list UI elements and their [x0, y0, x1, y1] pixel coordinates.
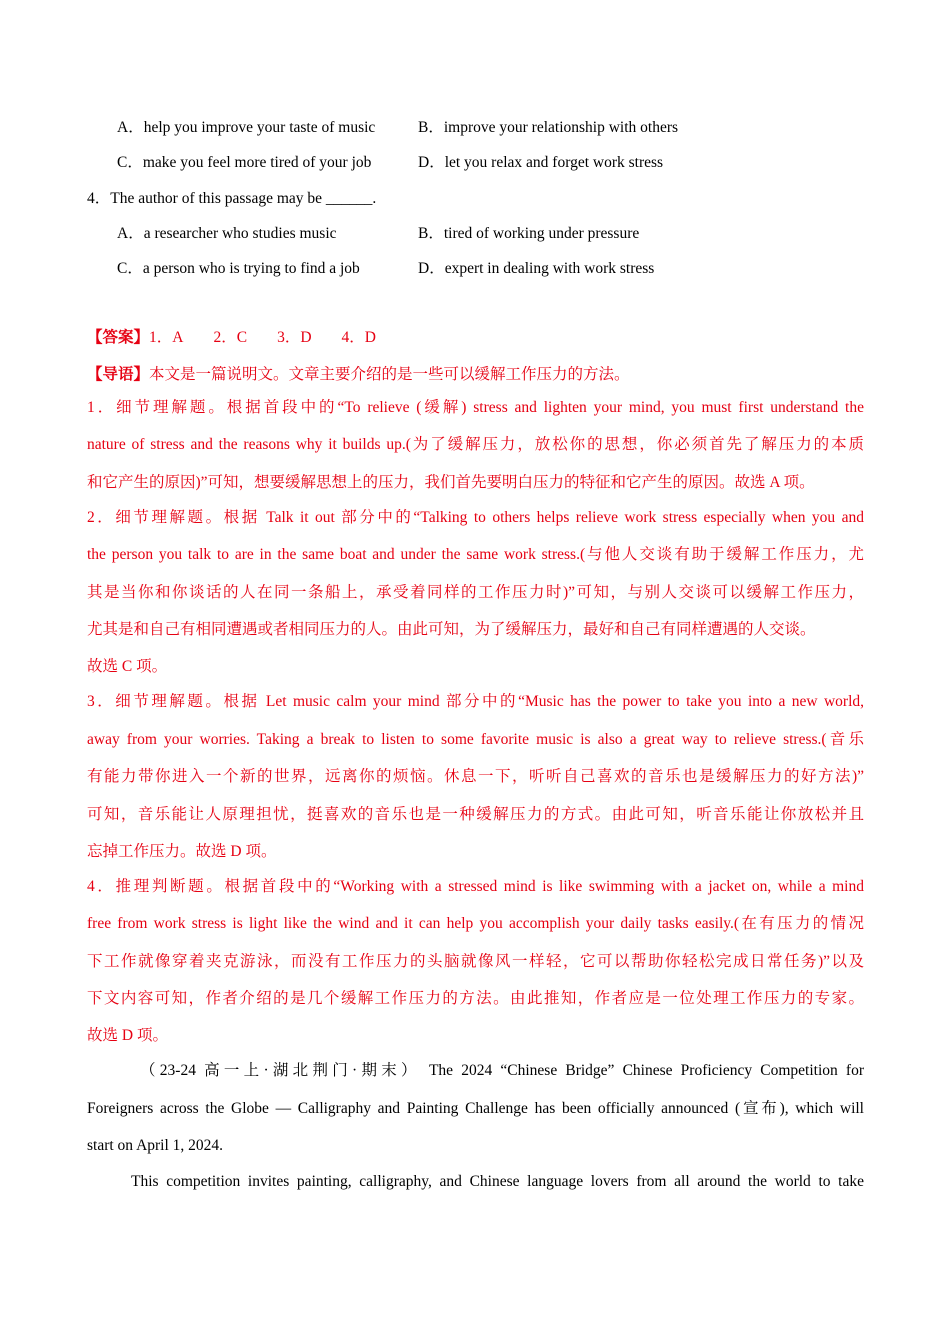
passage-line: （23-24 高一上·湖北荆门·期末） The 2024 “Chinese Bridge” Chinese Proficiency Competition for — [140, 1062, 864, 1079]
q4-option-c: C．a person who is trying to find a job — [117, 260, 360, 277]
answer-item: 3．D — [277, 329, 312, 346]
explanation-line: 和它产生的原因)”可知，想要缓解思想上的压力，我们首先要明白压力的特征和它产生的原因。故选 A 项。 — [87, 474, 815, 491]
explanation-line: 下工作就像穿着夹克游泳，而没有工作压力的头脑就像风一样轻，它可以帮助你轻松完成日常任务)”以及 — [87, 953, 864, 970]
explanation-line: the person you talk to are in the same boat and under the same work stress.(与他人交谈有助于缓解工作压力，尤 — [87, 546, 864, 563]
explanation-line: 下文内容可知，作者介绍的是几个缓解工作压力的方法。由此推知，作者应是一位处理工作压力的专家。 — [87, 990, 864, 1007]
explanation-line: 尤其是和自己有相同遭遇或者相同压力的人。由此可知，为了缓解压力，最好和自己有同样遭遇的人交谈。 — [87, 621, 816, 638]
guide-tag: 【导语】 — [87, 366, 150, 383]
explanation-line: free from work stress is light like the wind and it can help you accomplish your daily tasks easily.(在有压力的情况 — [87, 915, 864, 932]
explanation-line: 有能力带你进入一个新的世界，远离你的烦恼。休息一下，听听自己喜欢的音乐也是缓解压力的好方法)” — [87, 768, 864, 785]
explanation-line: 3．细节理解题。根据 Let music calm your mind 部分中的“Music has the power to take you into a new world, — [87, 693, 864, 710]
explanation-line: nature of stress and the reasons why it builds up.(为了缓解压力，放松你的思想，你必须首先了解压力的本质 — [87, 436, 864, 453]
answer-item: 4．D — [341, 329, 376, 346]
answer-line — [87, 328, 376, 348]
q4-option-b: B．tired of working under pressure — [418, 225, 640, 242]
passage-line: This competition invites painting, calligraphy, and Chinese language lovers from all around the world to take — [131, 1173, 864, 1190]
q4-option-d: D．expert in dealing with work stress — [418, 260, 655, 277]
q3-option-c: C．make you feel more tired of your job — [117, 154, 372, 171]
explanation-line: 可知，音乐能让人原理担忧，挺喜欢的音乐也是一种缓解压力的方式。由此可知，听音乐能让你放松并且 — [87, 806, 864, 823]
q3-option-a: A．help you improve your taste of music — [117, 119, 376, 136]
q3-option-d: D．let you relax and forget work stress — [418, 154, 664, 171]
passage-line: Foreigners across the Globe — Calligraphy and Painting Challenge has been officially announced (宣布), which will — [87, 1100, 864, 1117]
q3-option-b: B．improve your relationship with others — [418, 119, 679, 136]
explanation-line: 4．推理判断题。根据首段中的“Working with a stressed mind is like swimming with a jacket on, while a mind — [87, 878, 864, 895]
answer-tag: 【答案】 — [87, 329, 150, 346]
explanation-line: 2．细节理解题。根据 Talk it out 部分中的“Talking to others helps relieve work stress especially when you and — [87, 509, 864, 526]
explanation-line: 1．细节理解题。根据首段中的“To relieve (缓解) stress and lighten your mind, you must first understand the — [87, 399, 864, 416]
explanation-line: 故选 C 项。 — [87, 658, 168, 675]
q4-option-a: A．a researcher who studies music — [117, 225, 337, 242]
explanation-line: 其是当你和你谈话的人在同一条船上，承受着同样的工作压力时)”可知，与别人交谈可以缓解工作压力， — [87, 584, 864, 601]
answer-item: 2．C — [213, 329, 248, 346]
guide-line — [87, 365, 630, 385]
q4-stem: 4．The author of this passage may be ______. — [87, 190, 377, 207]
passage-line: start on April 1, 2024. — [87, 1137, 224, 1154]
guide-text: 本文是一篇说明文。文章主要介绍的是一些可以缓解工作压力的方法。 — [149, 366, 630, 383]
explanation-line: 忘掉工作压力。故选 D 项。 — [87, 843, 277, 860]
answer-item: 1．A — [149, 329, 184, 346]
explanation-line: away from your worries. Taking a break to listen to some favorite music is also a great way to relieve stress.(音乐 — [87, 731, 864, 748]
explanation-line: 故选 D 项。 — [87, 1027, 168, 1044]
